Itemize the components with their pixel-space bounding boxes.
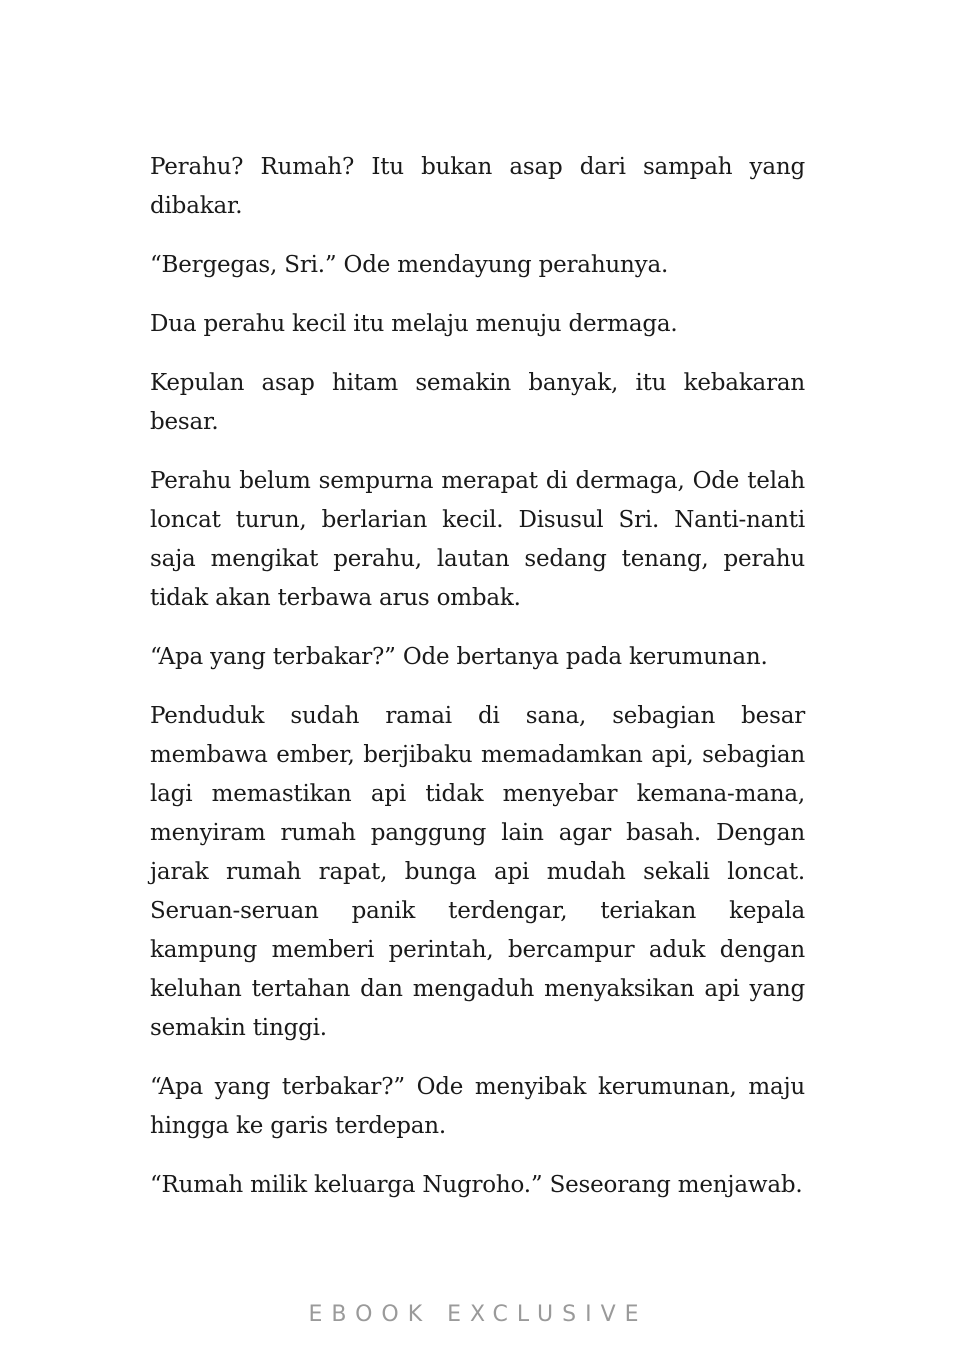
paragraph: Penduduk sudah ramai di sana, sebagian besar membawa ember, berjibaku memadamkan api, sebagian lagi memastikan api tidak menyebar kemana-mana, menyiram rumah panggung lain agar basah. Dengan jarak rumah rapat, bunga api mudah sekali loncat. Seruan-seruan panik terdengar, teriakan kepala kampung memberi perintah, bercampur aduk dengan keluhan tertahan dan mengaduh menyaksikan api yang semakin tinggi. xyxy=(150,703,805,1041)
footer-label: EBOOK EXCLUSIVE xyxy=(308,1302,648,1327)
paragraph: Dua perahu kecil itu melaju menuju dermaga. xyxy=(150,311,678,337)
paragraph: “Apa yang terbakar?” Ode menyibak kerumunan, maju hingga ke garis terdepan. xyxy=(150,1074,805,1139)
paragraph: Perahu? Rumah? Itu bukan asap dari sampah yang dibakar. xyxy=(150,154,805,219)
paragraph: “Apa yang terbakar?” Ode bertanya pada kerumunan. xyxy=(150,644,768,670)
page-body xyxy=(150,148,805,1225)
paragraph: Kepulan asap hitam semakin banyak, itu kebakaran besar. xyxy=(150,370,805,435)
paragraph: “Bergegas, Sri.” Ode mendayung perahunya. xyxy=(150,252,669,278)
paragraph: “Rumah milik keluarga Nugroho.” Seseorang menjawab. xyxy=(150,1172,803,1198)
paragraph: Perahu belum sempurna merapat di dermaga, Ode telah loncat turun, berlarian kecil. Disusul Sri. Nanti-nanti saja mengikat perahu, lautan sedang tenang, perahu tidak akan terbawa arus ombak. xyxy=(150,468,805,611)
